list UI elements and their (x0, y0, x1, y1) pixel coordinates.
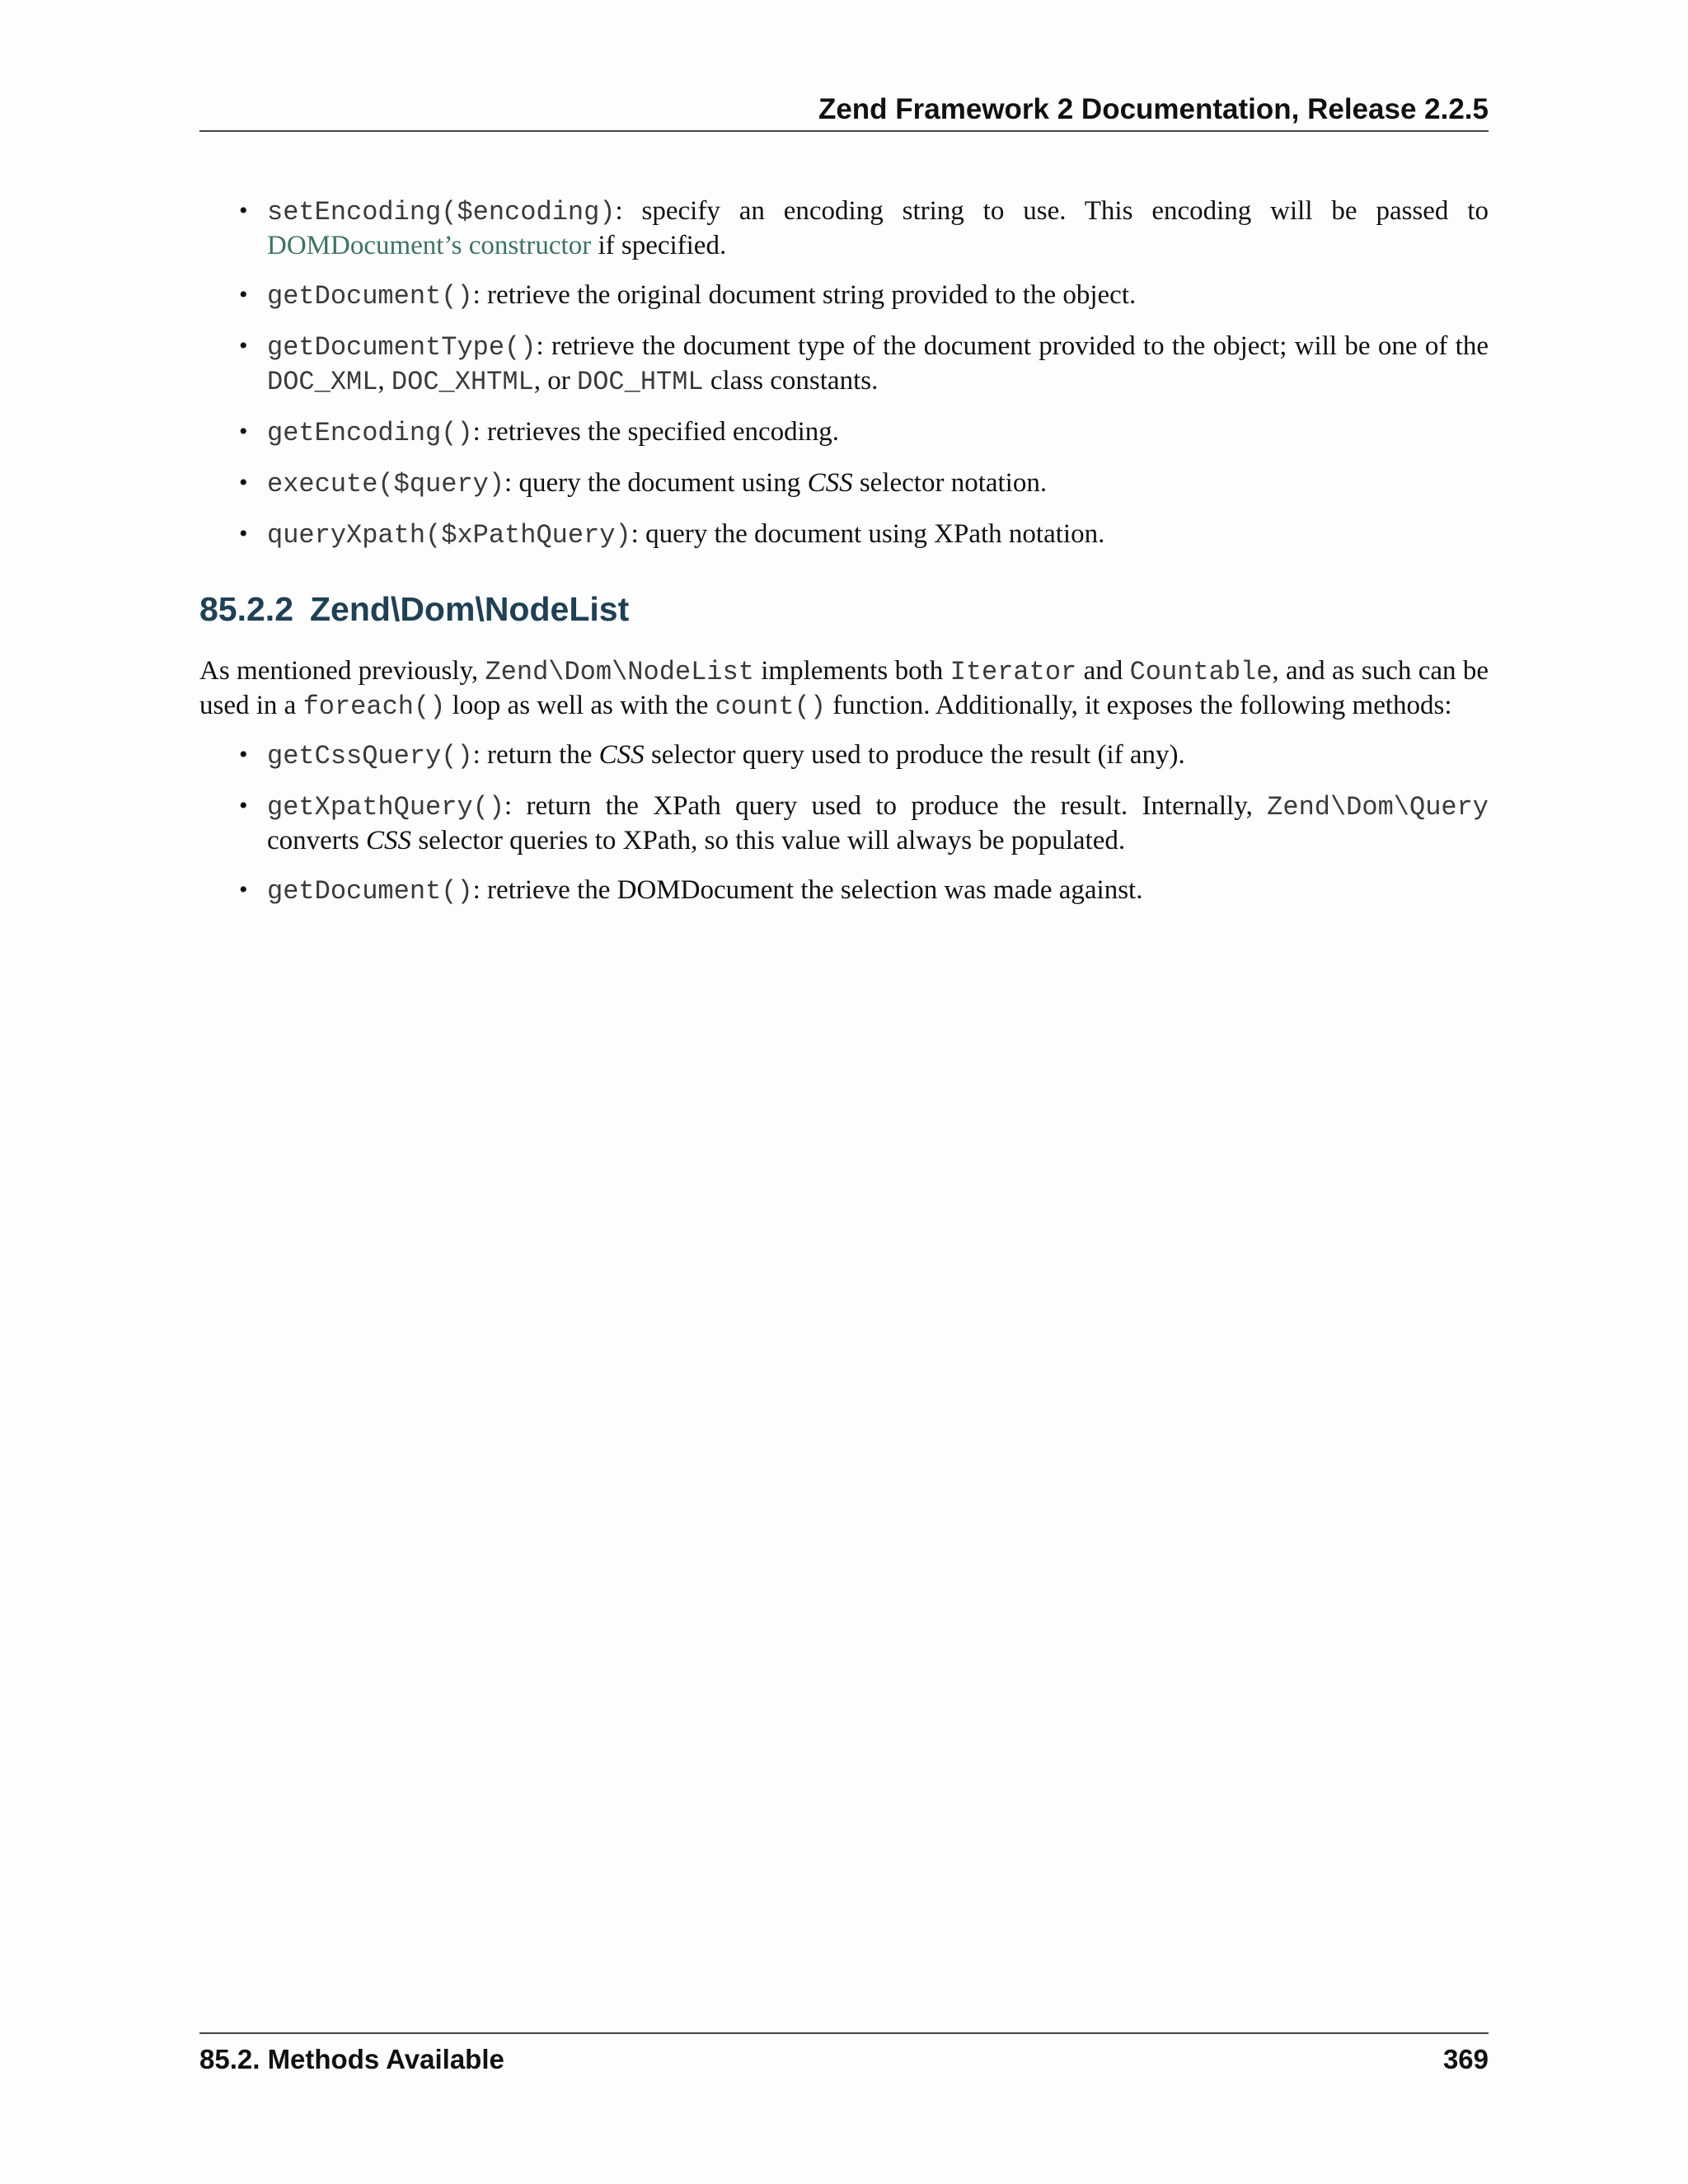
list-item: • queryXpath($xPathQuery): query the document using XPath notation. (239, 519, 1105, 551)
running-footer (199, 2032, 1489, 2083)
nodelist-paragraph: As mentioned previously, Zend\Dom\NodeList implements both Iterator and Countable, and as such can be used in a foreach() loop as well as with the count() function. Additionally, it exposes the following methods: (199, 656, 1489, 722)
bullet-icon: • (239, 418, 248, 445)
method-name: getDocument() (267, 876, 473, 907)
section-number: 85.2.2 (199, 590, 293, 628)
list-item: • getXpathQuery(): return the XPath query used to produce the result. Internally, Zend\Dom\Query converts CSS selector queries to XPath, so this value will always be populated. (239, 791, 1489, 855)
method-name: execute($query) (267, 469, 505, 499)
bullet-icon: • (239, 520, 248, 547)
query-methods-list (199, 194, 1489, 552)
domdocument-constructor-link[interactable]: DOMDocument’s constructor (267, 231, 592, 260)
bullet-icon: • (239, 792, 248, 819)
page-number: 369 (1442, 2044, 1489, 2074)
bullet-icon: • (239, 741, 248, 768)
method-name: setEncoding($encoding) (267, 197, 616, 227)
class-name: Zend\Dom\Query (1267, 792, 1489, 823)
method-name: getDocument() (267, 281, 473, 312)
nodelist-methods-list (199, 738, 1489, 908)
page-content (199, 194, 1489, 925)
list-item: • getDocument(): retrieve the original document string provided to the object. (239, 280, 1137, 312)
bullet-icon: • (239, 876, 248, 903)
list-item: • getEncoding(): retrieves the specified encoding. (239, 417, 840, 448)
bullet-icon: • (239, 281, 248, 308)
footer-section: 85.2. Methods Available (199, 2044, 504, 2074)
method-name: getCssQuery() (267, 741, 473, 771)
method-name: getEncoding() (267, 418, 473, 448)
header-title: Zend Framework 2 Documentation, Release 2.2.5 (818, 93, 1489, 125)
running-header (199, 89, 1489, 132)
bullet-icon: • (239, 197, 248, 224)
constant-name: DOC_XML (267, 367, 378, 397)
constant-name: DOC_XHTML (391, 367, 534, 397)
bullet-icon: • (239, 332, 248, 359)
method-name: getXpathQuery() (267, 792, 505, 823)
constant-name: DOC_HTML (577, 367, 704, 397)
list-item: • getDocumentType(): retrieve the document type of the document provided to the object; will be one of the DOC_XML, DOC_XHTML, or DOC_HTML class constants. (239, 331, 1489, 397)
bullet-icon: • (239, 469, 248, 496)
list-item: • getDocument(): retrieve the DOMDocument the selection was made against. (239, 875, 1143, 907)
list-item: • getCssQuery(): return the CSS selector query used to produce the result (if any). (239, 740, 1185, 771)
list-item: • execute($query): query the document using CSS selector notation. (239, 468, 1048, 499)
method-name: getDocumentType() (267, 332, 537, 363)
section-title: Zend\Dom\NodeList (310, 590, 630, 628)
section-heading (199, 588, 1489, 630)
list-item: • setEncoding($encoding): specify an encoding string to use. This encoding will be passed to DOMDocument’s constructor if specified. (239, 196, 1489, 260)
method-name: queryXpath($xPathQuery) (267, 520, 631, 551)
